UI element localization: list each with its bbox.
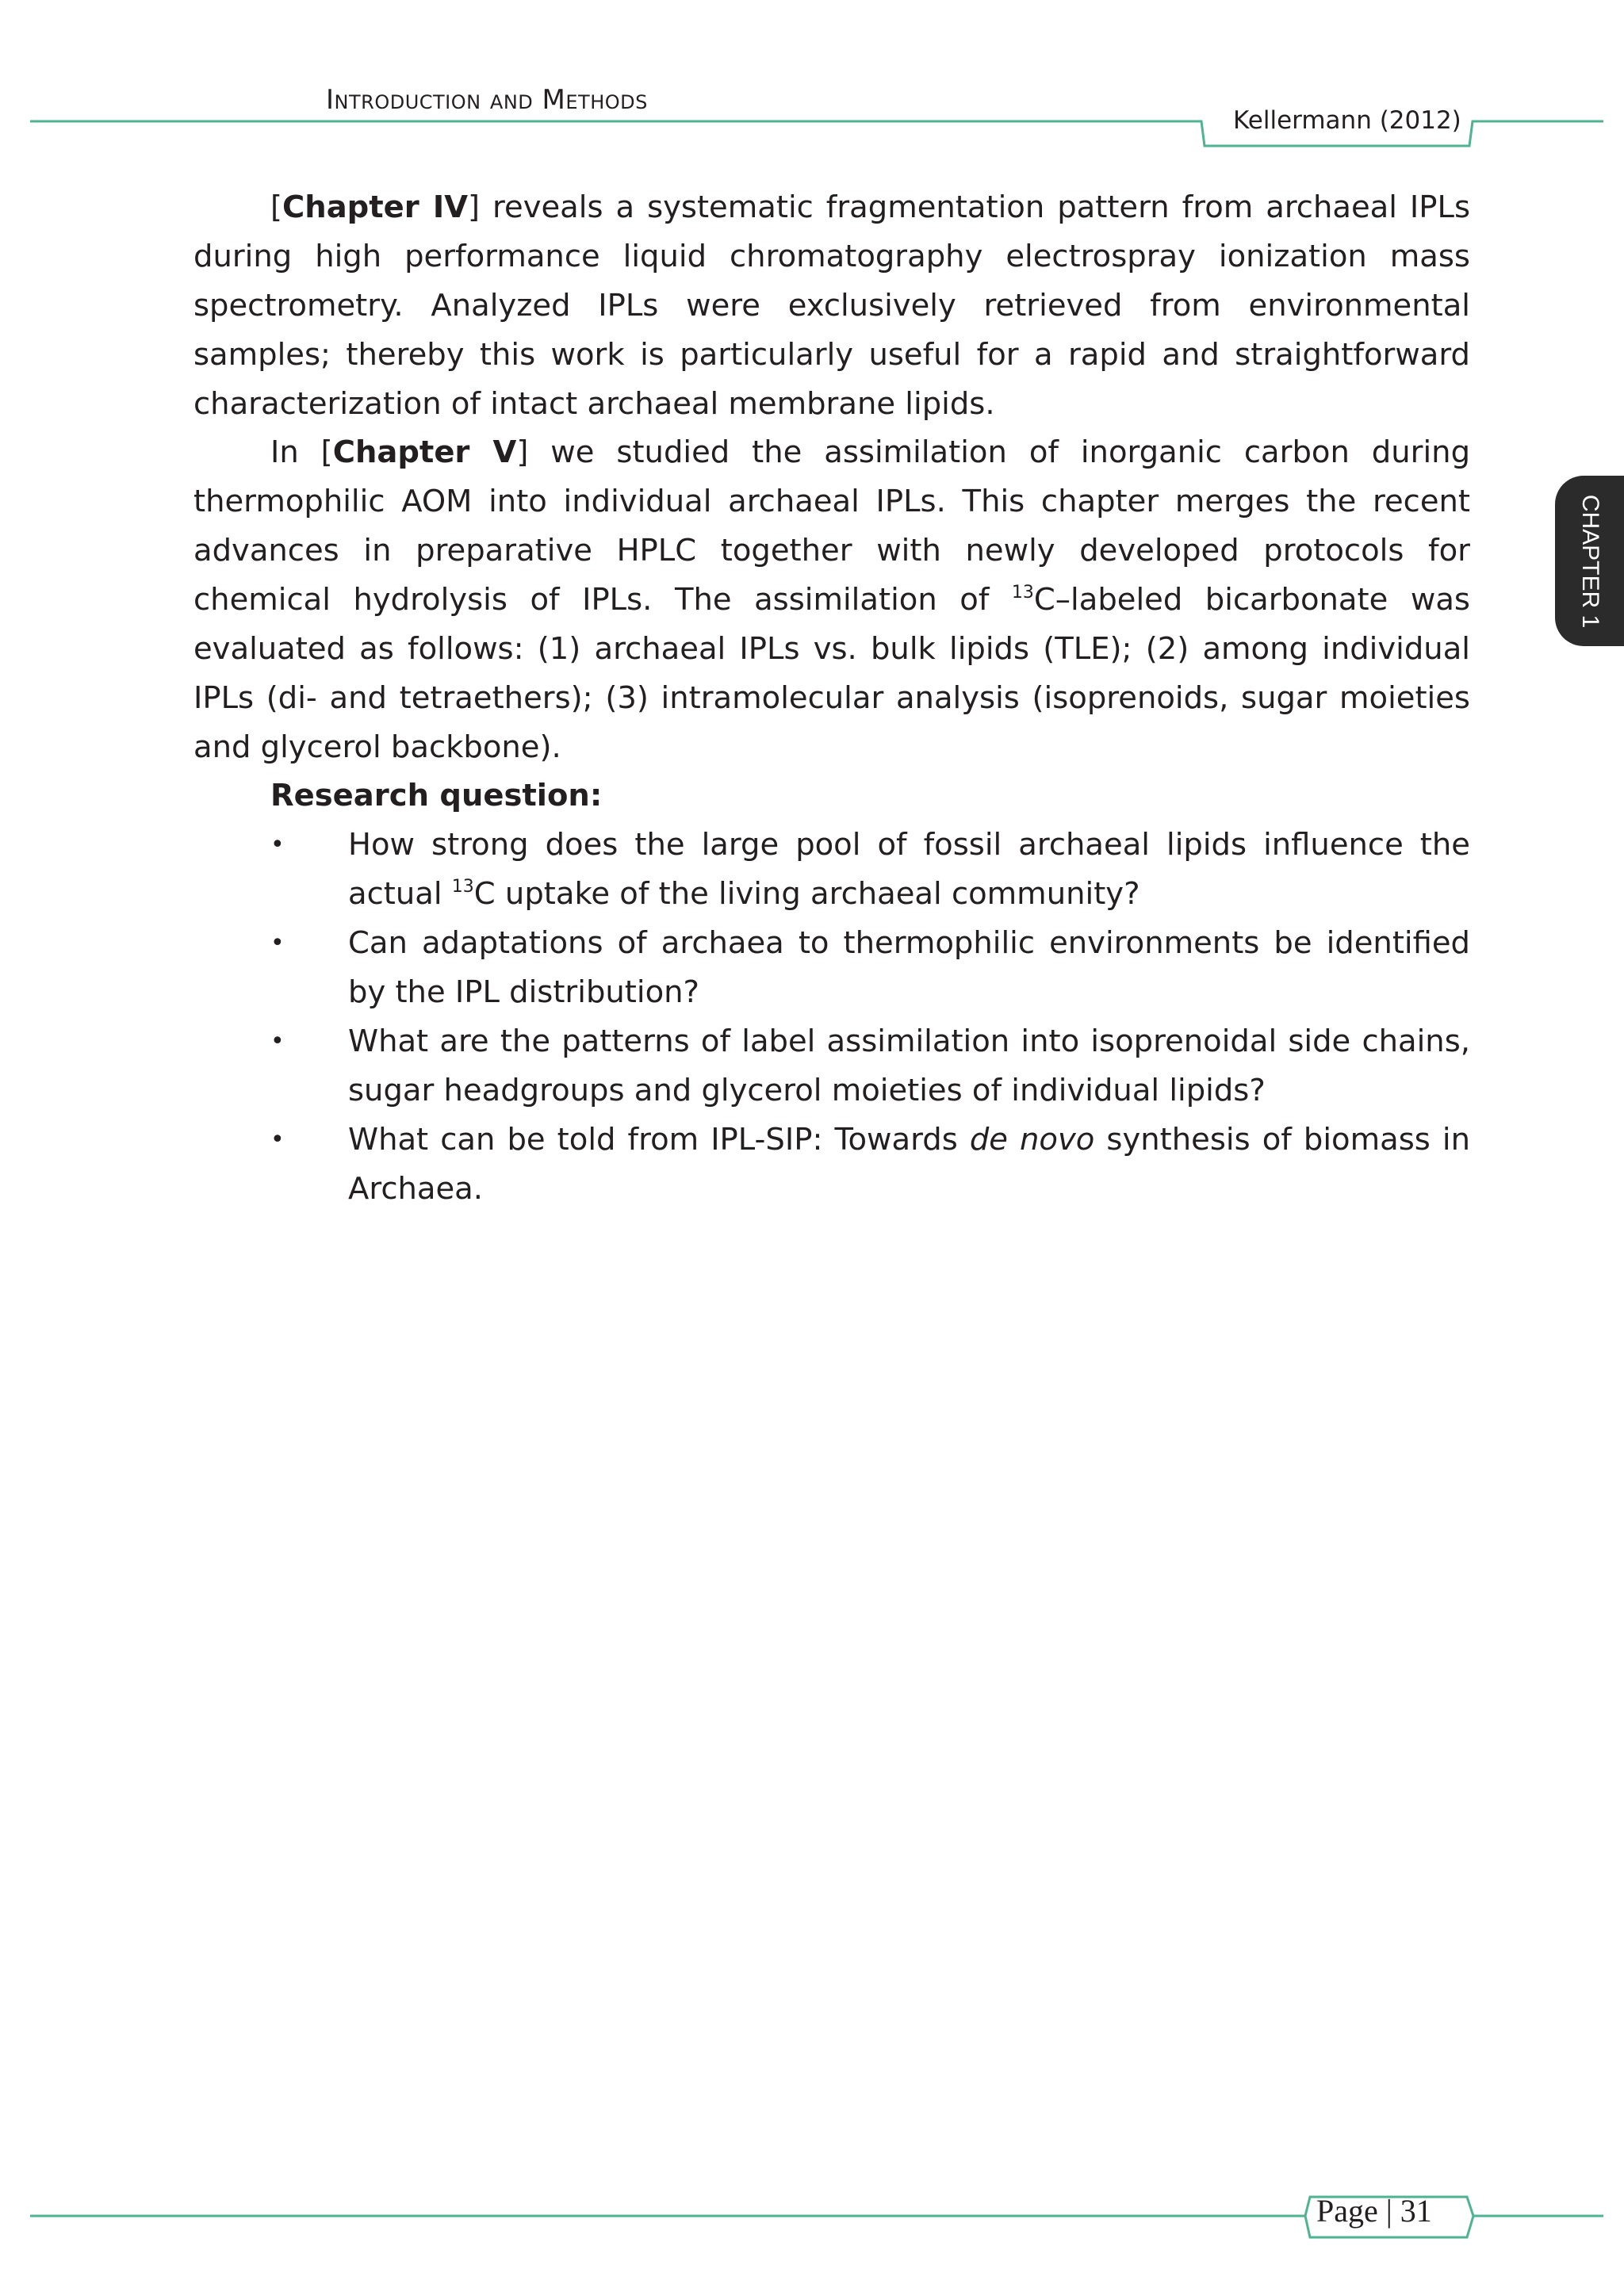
header-author-year: Kellermann (2012): [1233, 106, 1461, 135]
list-item: • What can be told from IPL-SIP: Towards de novo synthesis of biomass in Archaea.: [193, 1115, 1470, 1214]
research-question-list: [193, 821, 1470, 1214]
paragraph-chapter-v: In [Chapter V] we studied the assimilation of inorganic carbon during thermophilic AOM into individual archaeal IPLs. This chapter merges the recent advances in preparative HPLC together with newly developed protocols for chemical hydrolysis of IPLs. The assimilation of $^{13}$C–labeled bicarbonate was evaluated as follows: (1) archaeal IPLs vs. bulk lipids (TLE); (2) among individual IPLs (di- and tetraethers); (3) intramolecular analysis (isoprenoids, sugar moieties and glycerol backbone).: [193, 434, 1471, 765]
list-item: • How strong does the large pool of fossil archaeal lipids influence the actual $^{13}$C uptake of the living archaeal community?: [193, 821, 1470, 919]
list-item: • Can adaptations of archaea to thermophilic environments be identified by the IPL distribution?: [193, 919, 1470, 1017]
bullet: •: [270, 831, 285, 859]
chapter-v-ref: Chapter V: [332, 434, 517, 470]
chapter-tab-label: CHAPTER 1: [1576, 494, 1603, 628]
header-section-title: Introduction and Methods: [326, 84, 648, 116]
list-item: • What are the patterns of label assimilation into isoprenoidal side chains, sugar headgroups and glycerol moieties of individual lipids?: [193, 1017, 1470, 1115]
bullet: •: [270, 1027, 285, 1055]
research-question-heading: Research question:: [270, 778, 603, 813]
bullet: •: [270, 1126, 285, 1154]
chapter-iv-ref: Chapter IV: [282, 189, 469, 225]
paragraph-chapter-iv: [Chapter IV] reveals a systematic fragmentation pattern from archaeal IPLs during high performance liquid chromatography electrospray ionization mass spectrometry. Analyzed IPLs were exclusively retrieved from environmental samples; thereby this work is particularly useful for a rapid and straightforward characterization of intact archaeal membrane lipids.: [193, 189, 1471, 422]
chapter-side-tab: [1555, 476, 1624, 646]
page-number: Page | 31: [1316, 2193, 1432, 2229]
bullet: •: [270, 929, 285, 957]
